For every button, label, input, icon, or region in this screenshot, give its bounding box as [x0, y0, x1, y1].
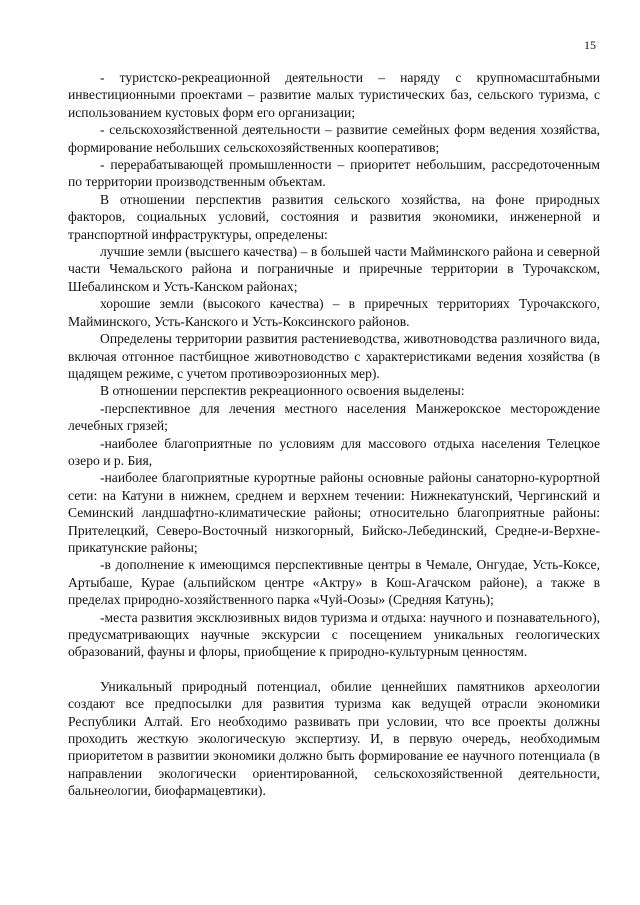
paragraph-natural-potential: Уникальный природный потенциал, обилие ценнейших памятников археологии создают все предпосылки для развития туризма как ведущей отрасли экономики Республики Алтай. Его необходимо развивать при условии, что все проекты должны проходить жесткую экологическую экспертизу. И, в первую очередь, необходимым приоритетом в развитии экономики должно быть формирование ее научного потенциала (в направлении экологически ориентированной, сельскохозяйственной деятельности, бальнеологии, биофармацевтики).	[68, 678, 600, 799]
paragraph-recreation-intro: В отношении перспектив рекреационного освоения выделены:	[100, 383, 465, 399]
paragraph-teletskoye-lake: -наиболее благоприятные по условиям для массового отдыха населения Телецкое озеро и р. Бия,	[68, 435, 600, 468]
body-text	[68, 69, 600, 800]
paragraph-manzherok-deposit: -перспективное для лечения местного населения Манжерокское месторождение лечебных грязей;	[68, 400, 600, 434]
paragraph-good-lands: хорошие земли (высокого качества) – в приречных территориях Турочакского, Майминского, Усть-Канского и Усть-Коксинского районов.	[68, 296, 600, 329]
paragraph-agricultural-activity: - сельскохозяйственной деятельности – развитие семейных форм ведения хозяйства, формирование небольших сельскохозяйственных кооперативов;	[68, 122, 600, 155]
paragraph-agriculture-prospects: В отношении перспектив развития сельского хозяйства, на фоне природных факторов, социальных условий, состояния и развития экономики, инженерной и транспортной инфраструктуры, определены:	[68, 191, 600, 242]
paragraph-best-lands: лучшие земли (высшего качества) – в большей части Майминского района и северной части Чемальского района и пограничные и приречные территории в Турочакском, Шебалинском и Усть-Канском районах;	[68, 244, 600, 294]
paragraph-processing-industry: - перерабатывающей промышленности – приоритет небольшим, рассредоточенным по территории производственным объектам.	[68, 157, 600, 190]
paragraph-prospective-centers: -в дополнение к имеющимся перспективные центры в Чемале, Онгудае, Усть-Коксе, Артыбаше, Курае (альпийском центре «Актру» в Кош-Агачском районе), а также в пределах природно-хозяйственного парка «Чуй-Оозы» (Средняя Катунь);	[68, 557, 600, 608]
paragraph-resort-districts: -наиболее благоприятные курортные районы основные районы санаторно-курортной сети: на Катуни в нижнем, среднем и верхнем течении: Нижнекатунский, Чергинский и Семинский ландшафтно-климатические районы; относительно благоприятные районы: Прителецкий, Северо-Восточный низкогорный, Бийско-Лебединский, Средне-и-Верхне-прикатунские районы;	[68, 470, 600, 555]
paragraph-tourism-activity: - туристско-рекреационной деятельности – наряду с крупномасштабными инвестиционными проектами – развитие малых туристических баз, сельского туризма, с использованием кустовых форм его организации;	[68, 70, 600, 120]
page-number: 15	[584, 38, 596, 52]
paragraph-exclusive-tourism: -места развития эксклюзивных видов туризма и отдыха: научного и познавательного), предусматривающих научные экскурсии с посещением уникальных геологических образований, фауны и флоры, приобщение к природно-культурным ценностям.	[68, 609, 600, 660]
paragraph-livestock-territories: Определены территории развития растениеводства, животноводства различного вида, включая отгонное пастбищное животноводство с характеристиками ведения хозяйства (в щадящем режиме, с учетом противоэрозионных мер).	[68, 331, 600, 381]
